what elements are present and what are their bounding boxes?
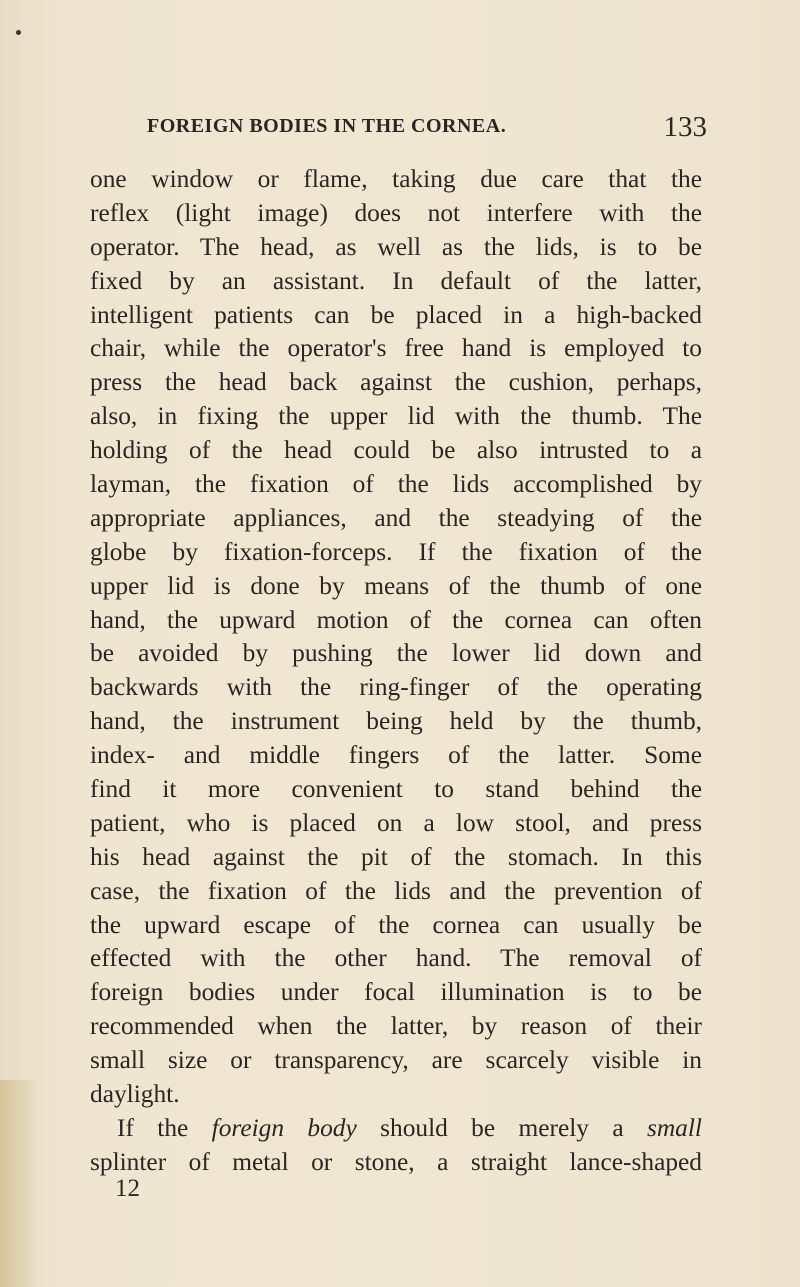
text-line: press the head back against the cushion, perhaps, [90, 368, 702, 397]
page-edge-stain [0, 1080, 40, 1287]
para2-mid: should be merely a [356, 1113, 647, 1142]
text-line: hand, the instrument being held by the thumb, [90, 707, 702, 736]
text-line: case, the fixation of the lids and the prevention of [90, 876, 702, 905]
italic-small: small [646, 1113, 702, 1142]
text-line: holding of the head could be also intrusted to a [90, 436, 702, 465]
text-line: globe by fixation-forceps. If the fixation of the [90, 537, 702, 566]
signature-mark: 12 [115, 1175, 140, 1202]
text-line: be avoided by pushing the lower lid down and [90, 639, 702, 668]
text-line: operator. The head, as well as the lids, is to be [90, 232, 702, 261]
page-number: 133 [663, 111, 707, 143]
text-line: one window or flame, taking due care that the [90, 165, 702, 193]
paragraph-2-first-line [90, 1112, 702, 1146]
text-line: daylight. [90, 1080, 180, 1109]
text-line: chair, while the operator's free hand is employed to [90, 334, 702, 363]
text-line: layman, the fixation of the lids accomplished by [90, 470, 702, 499]
running-title: FOREIGN BODIES IN THE CORNEA. [147, 115, 507, 137]
text-line: fixed by an assistant. In default of the latter, [90, 266, 702, 295]
text-line: also, in fixing the upper lid with the thumb. The [90, 402, 702, 431]
running-head [147, 113, 707, 143]
text-line: upper lid is done by means of the thumb of one [90, 571, 702, 600]
text-line: index- and middle fingers of the latter. Some [90, 741, 702, 770]
text-line: intelligent patients can be placed in a high-backed [90, 300, 702, 329]
text-line: backwards with the ring-finger of the operating [90, 673, 702, 702]
body-text [90, 163, 702, 1180]
text-line: hand, the upward motion of the cornea can often [90, 605, 702, 634]
text-line: his head against the pit of the stomach. In this [90, 842, 702, 871]
text-line: foreign bodies under focal illumination is to be [90, 978, 702, 1007]
ink-speck [16, 30, 21, 35]
text-line: small size or transparency, are scarcely visible in [90, 1046, 702, 1075]
text-line: splinter of metal or stone, a straight lance-shaped [90, 1147, 702, 1176]
text-line: patient, who is placed on a low stool, and press [90, 808, 702, 837]
text-line: the upward escape of the cornea can usually be [90, 910, 702, 939]
text-line: appropriate appliances, and the steadying of the [90, 503, 702, 532]
text-line: recommended when the latter, by reason of their [90, 1012, 702, 1041]
italic-foreign-body: foreign body [211, 1113, 357, 1142]
text-line: find it more convenient to stand behind the [90, 775, 702, 804]
para2-prefix: If the [117, 1113, 212, 1142]
text-line: effected with the other hand. The removal of [90, 944, 702, 973]
text-line: reflex (light image) does not interfere with the [90, 198, 702, 227]
